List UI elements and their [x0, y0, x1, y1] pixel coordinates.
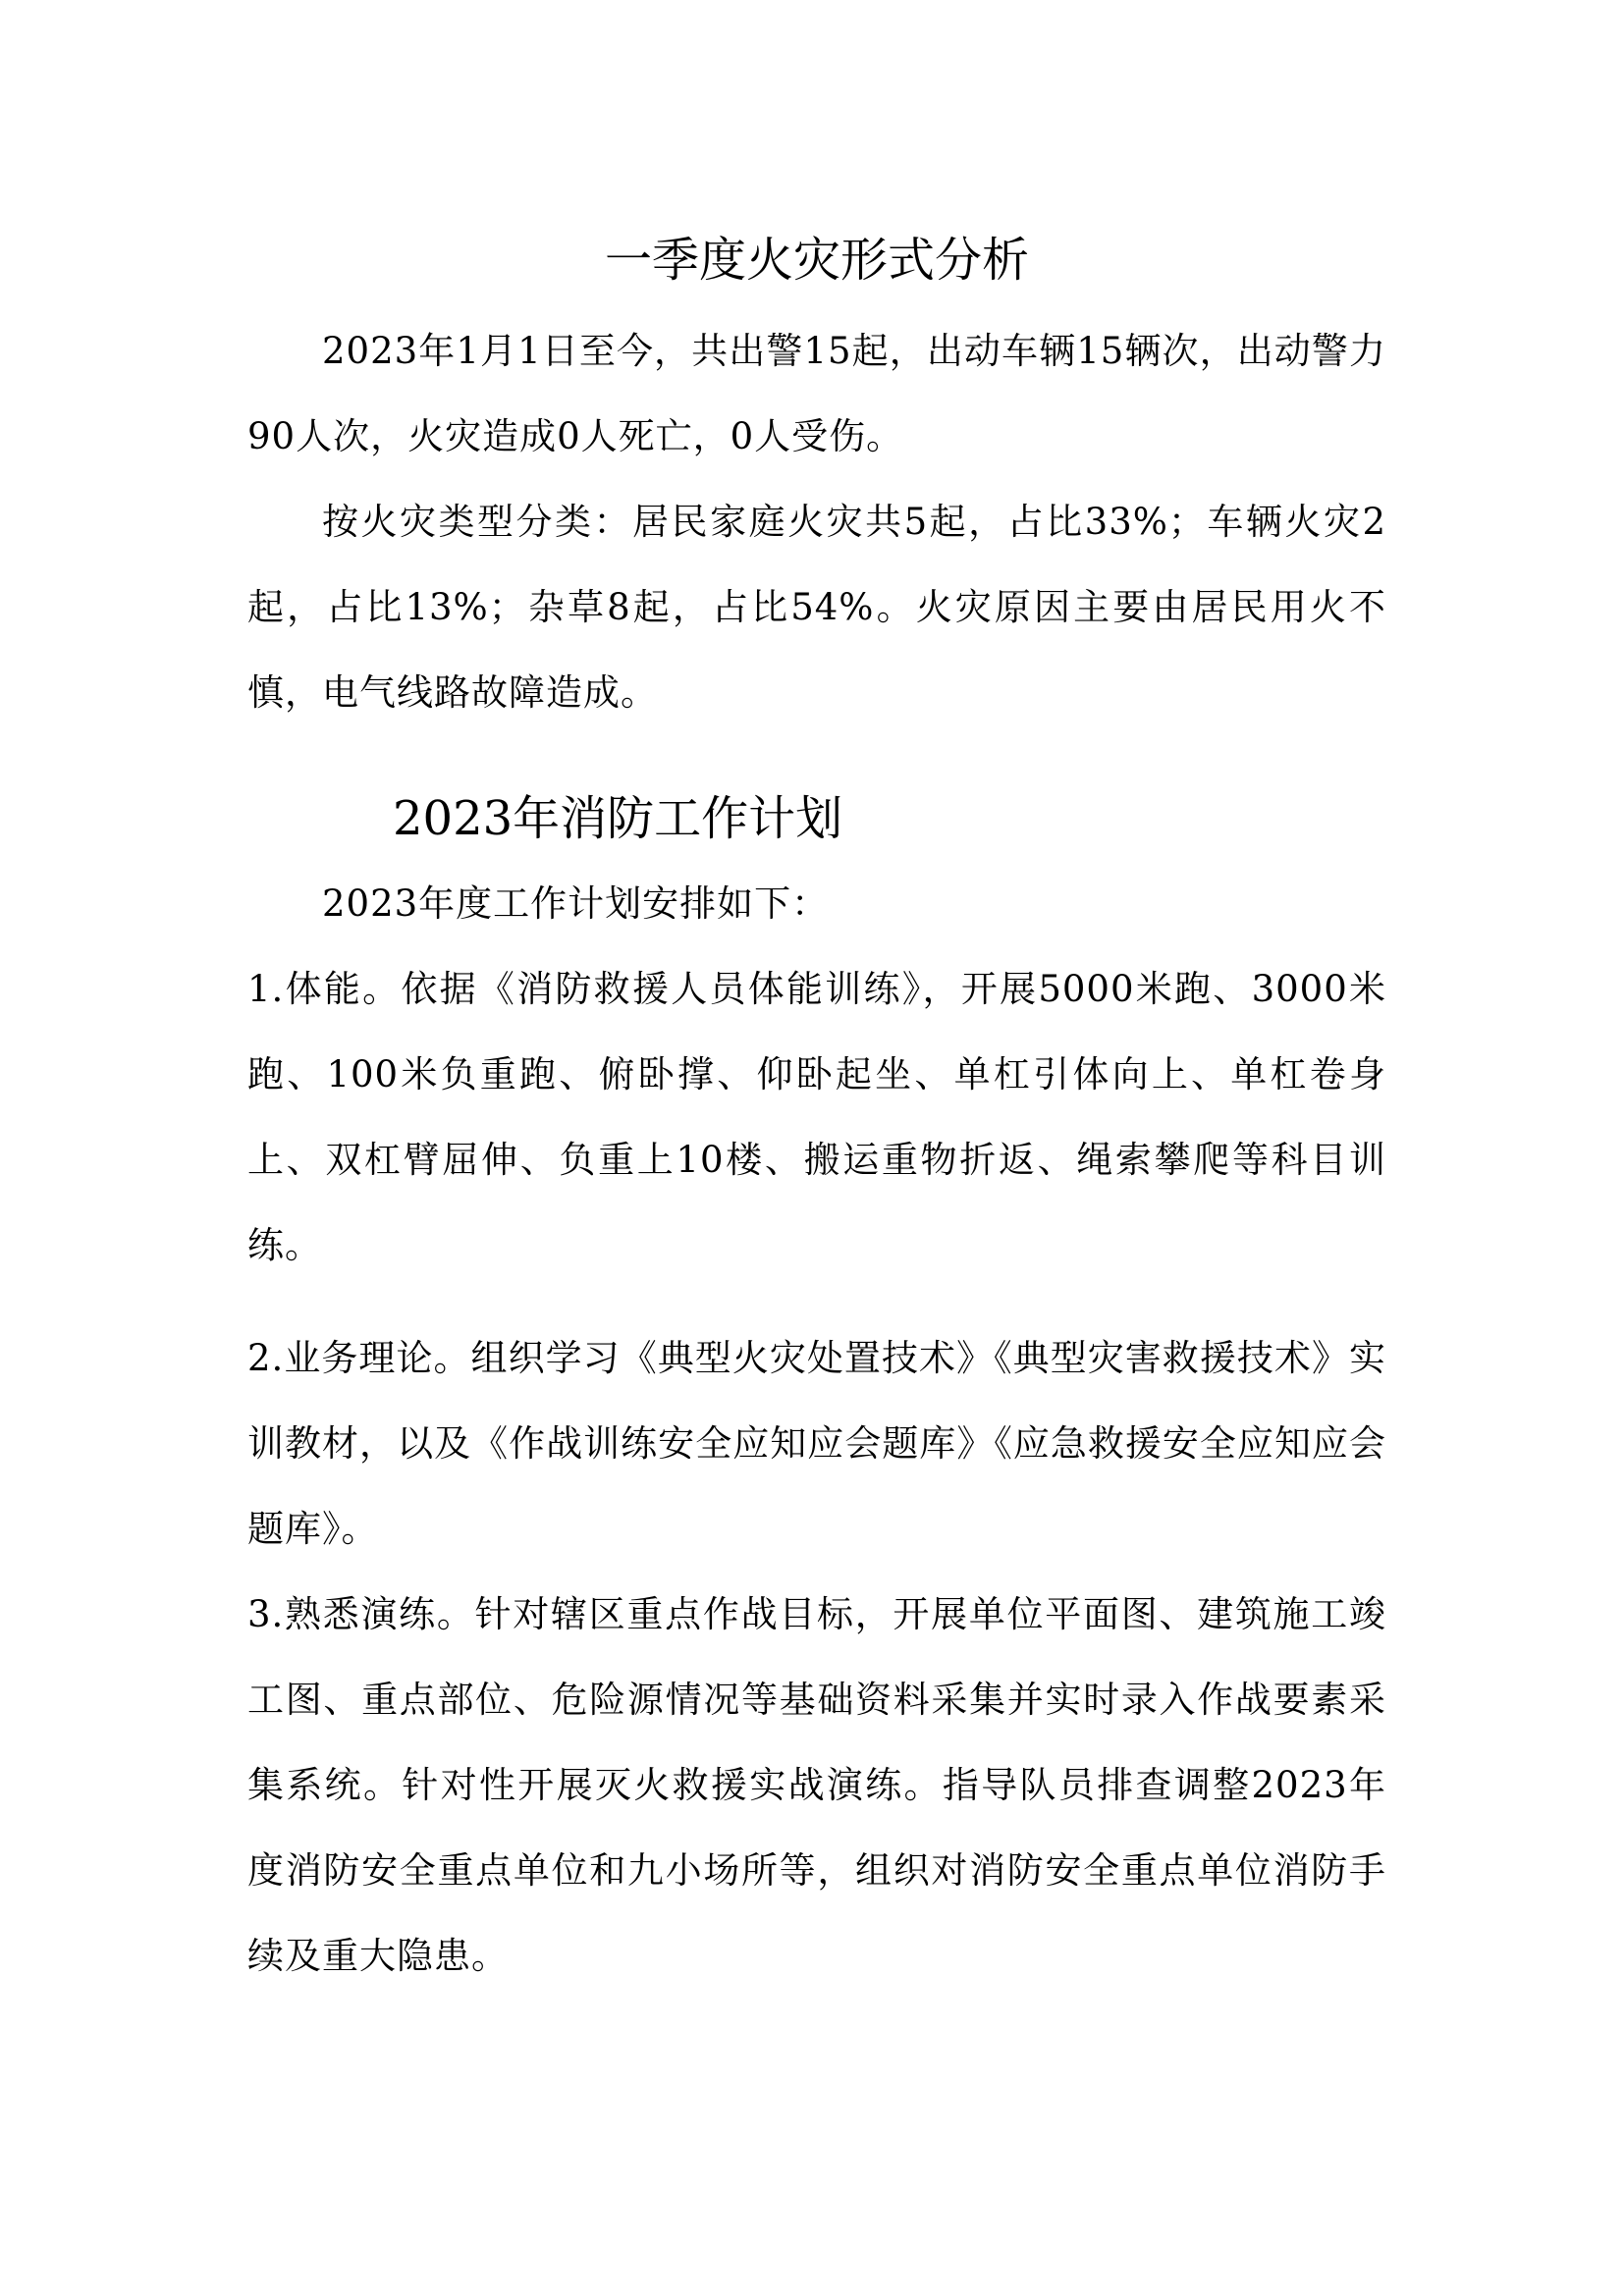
section-title-fire-analysis: 一季度火灾形式分析 [604, 233, 1029, 288]
paragraph-plan-intro: 2023年度工作计划安排如下： [322, 882, 830, 925]
paragraph-fire-types: 按火灾类型分类：居民家庭火灾共5起，占比33%；车辆火灾2起，占比13%；杂草8起，占比54%。火灾原因主要由居民用火不慎，电气线路故障造成。 [247, 501, 1386, 714]
document-content [247, 218, 1386, 1999]
plan-item-drills: 3.熟悉演练。针对辖区重点作战目标，开展单位平面图、建筑施工竣工图、重点部位、危险源情况等基础资料采集并实时录入作战要素采集系统。针对性开展灭火救援实战演练。指导队员排查调整2023年度消防安全重点单位和九小场所等，组织对消防安全重点单位消防手续及重大隐患。 [247, 1593, 1386, 1977]
plan-item-theory: 2.业务理论。组织学习《典型火灾处置技术》《典型灾害救援技术》实训教材，以及《作战训练安全应知应会题库》《应急救援安全应知应会题库》。 [247, 1337, 1386, 1550]
section-title-work-plan: 2023年消防工作计划 [393, 791, 843, 846]
paragraph-alarm-summary: 2023年1月1日至今，共出警15起，出动车辆15辆次，出动警力90人次，火灾造成0人死亡，0人受伤。 [247, 330, 1386, 457]
plan-item-physical: 1.体能。依据《消防救援人员体能训练》，开展5000米跑、3000米跑、100米负重跑、俯卧撑、仰卧起坐、单杠引体向上、单杠卷身上、双杠臂屈伸、负重上10楼、搬运重物折返、绳索攀爬等科目训练。 [247, 968, 1386, 1266]
